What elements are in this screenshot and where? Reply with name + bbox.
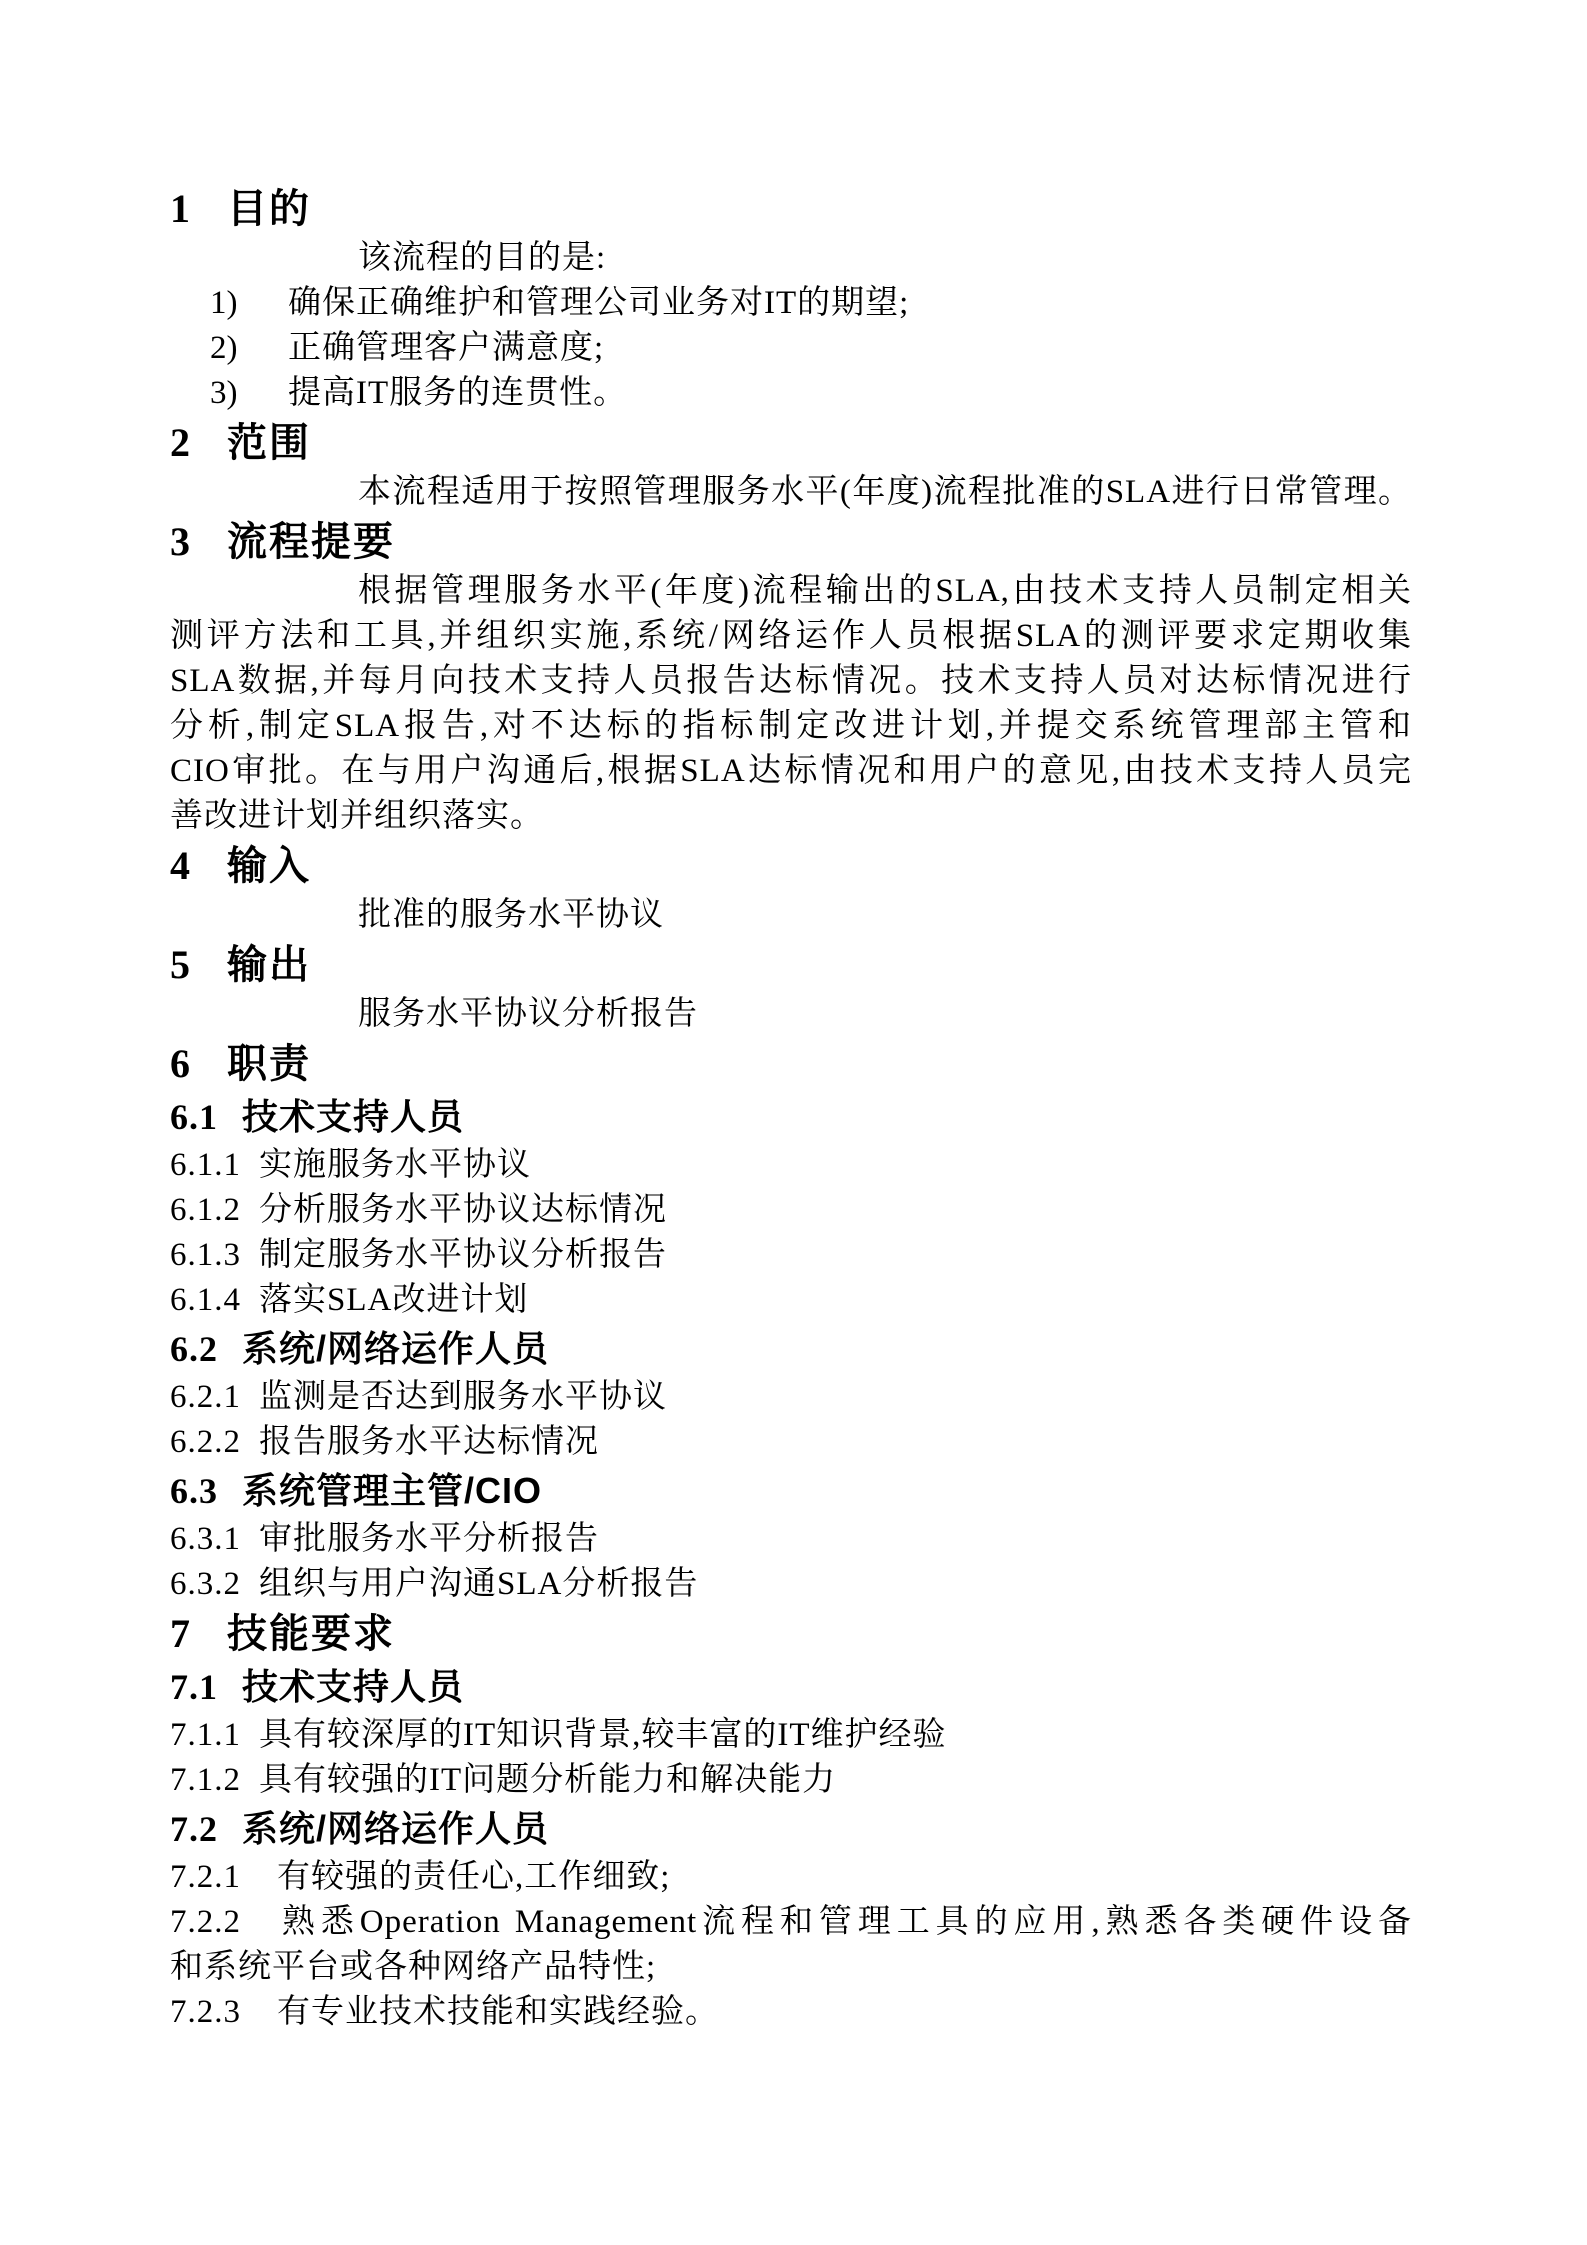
text-content: 组织与用户沟通SLA分析报告 [259, 1566, 699, 1602]
section-heading [170, 1607, 1412, 1661]
text-content: 根据管理服务水平(年度)流程输出的SLA,由技术支持人员制定相关 [358, 573, 1412, 609]
text-content: 实施服务水平协议 [259, 1147, 531, 1183]
section-number: 7.2.1 [170, 1859, 241, 1895]
paragraph-line [170, 794, 1412, 839]
section-number: 6.2.1 [170, 1379, 241, 1415]
section-heading [170, 182, 1412, 236]
numbered-item [170, 1188, 1412, 1233]
list-item [170, 281, 1412, 326]
text-content: 善改进计划并组织落实。 [170, 798, 544, 834]
subsection-heading [170, 1661, 1412, 1713]
text-content: 制定服务水平协议分析报告 [259, 1237, 667, 1273]
section-heading [170, 839, 1412, 893]
subsection-heading [170, 1323, 1412, 1375]
section-title: 输入 [227, 844, 311, 888]
section-number: 6.3.1 [170, 1521, 241, 1557]
section-number: 7.1.1 [170, 1717, 241, 1753]
paragraph-line [170, 992, 1412, 1037]
section-title: 系统管理主管/CIO [242, 1470, 543, 1511]
text-content: 确保正确维护和管理公司业务对IT的期望; [288, 285, 910, 321]
subsection-heading [170, 1465, 1412, 1517]
text-content: 本流程适用于按照管理服务水平(年度)流程批准的SLA进行日常管理。 [358, 474, 1412, 510]
section-title: 系统/网络运作人员 [242, 1328, 550, 1369]
section-number: 1 [170, 186, 190, 231]
numbered-item [170, 1990, 1412, 2035]
section-number: 6.1.2 [170, 1192, 241, 1228]
list-marker: 3) [210, 375, 238, 411]
text-content: 和系统平台或各种网络产品特性; [170, 1949, 657, 1985]
section-number: 5 [170, 942, 190, 987]
section-title: 范围 [227, 421, 311, 465]
numbered-item [170, 1900, 1412, 1945]
section-number: 6.2 [170, 1329, 218, 1369]
section-heading [170, 938, 1412, 992]
section-number: 6.3.2 [170, 1566, 241, 1602]
section-number: 6 [170, 1041, 190, 1086]
document-body [170, 182, 1412, 2035]
numbered-item [170, 1758, 1412, 1803]
section-number: 6.1 [170, 1097, 218, 1137]
text-content: 有专业技术技能和实践经验。 [277, 1994, 719, 2030]
paragraph-line [170, 749, 1412, 794]
numbered-item [170, 1517, 1412, 1562]
section-number: 6.1.1 [170, 1147, 241, 1183]
list-item [170, 371, 1412, 416]
section-number: 4 [170, 843, 190, 888]
section-title: 职责 [227, 1042, 311, 1086]
section-number: 2 [170, 420, 190, 465]
section-title: 系统/网络运作人员 [242, 1808, 550, 1849]
section-number: 3 [170, 519, 190, 564]
list-marker: 2) [210, 330, 238, 366]
section-number: 7 [170, 1611, 190, 1656]
text-content: 测评方法和工具,并组织实施,系统/网络运作人员根据SLA的测评要求定期收集 [170, 618, 1412, 654]
text-content: 提高IT服务的连贯性。 [288, 375, 628, 411]
numbered-item [170, 1855, 1412, 1900]
paragraph-line [170, 236, 1412, 281]
section-heading [170, 515, 1412, 569]
list-marker: 1) [210, 285, 238, 321]
section-number: 6.1.3 [170, 1237, 241, 1273]
text-content: 正确管理客户满意度; [288, 330, 605, 366]
section-title: 技术支持人员 [242, 1666, 465, 1707]
section-title: 技术支持人员 [242, 1096, 465, 1137]
section-title: 输出 [227, 943, 311, 987]
text-content: 监测是否达到服务水平协议 [259, 1379, 667, 1415]
numbered-item [170, 1278, 1412, 1323]
paragraph-line [170, 470, 1412, 515]
section-title: 流程提要 [227, 520, 395, 564]
section-number: 6.3 [170, 1471, 218, 1511]
section-heading [170, 1037, 1412, 1091]
text-content: 分析服务水平协议达标情况 [259, 1192, 667, 1228]
text-content: 熟悉Operation Management流程和管理工具的应用,熟悉各类硬件设备 [277, 1904, 1412, 1940]
section-number: 7.1.2 [170, 1762, 241, 1798]
text-content: SLA数据,并每月向技术支持人员报告达标情况。技术支持人员对达标情况进行 [170, 663, 1412, 699]
section-number: 6.1.4 [170, 1282, 241, 1318]
paragraph-line [170, 659, 1412, 704]
text-content: 审批服务水平分析报告 [259, 1521, 599, 1557]
subsection-heading [170, 1803, 1412, 1855]
subsection-heading [170, 1091, 1412, 1143]
paragraph-line [170, 1945, 1412, 1990]
text-content: 服务水平协议分析报告 [358, 996, 698, 1032]
paragraph-line [170, 614, 1412, 659]
paragraph-line [170, 893, 1412, 938]
list-item [170, 326, 1412, 371]
text-content: 具有较深厚的IT知识背景,较丰富的IT维护经验 [259, 1717, 947, 1753]
numbered-item [170, 1233, 1412, 1278]
paragraph-line [170, 569, 1412, 614]
text-content: 该流程的目的是: [358, 240, 607, 276]
numbered-item [170, 1562, 1412, 1607]
text-content: 落实SLA改进计划 [259, 1282, 529, 1318]
section-number: 7.2.2 [170, 1904, 241, 1940]
text-content: 分析,制定SLA报告,对不达标的指标制定改进计划,并提交系统管理部主管和 [170, 708, 1412, 744]
text-content: 具有较强的IT问题分析能力和解决能力 [259, 1762, 837, 1798]
numbered-item [170, 1375, 1412, 1420]
text-content: 批准的服务水平协议 [358, 897, 664, 933]
text-content: CIO审批。在与用户沟通后,根据SLA达标情况和用户的意见,由技术支持人员完 [170, 753, 1412, 789]
section-number: 7.2.3 [170, 1994, 241, 2030]
section-title: 目的 [227, 187, 311, 231]
paragraph-line [170, 704, 1412, 749]
section-heading [170, 416, 1412, 470]
text-content: 有较强的责任心,工作细致; [277, 1859, 671, 1895]
section-number: 6.2.2 [170, 1424, 241, 1460]
section-number: 7.2 [170, 1809, 218, 1849]
section-title: 技能要求 [227, 1612, 395, 1656]
numbered-item [170, 1420, 1412, 1465]
text-content: 报告服务水平达标情况 [259, 1424, 599, 1460]
numbered-item [170, 1143, 1412, 1188]
section-number: 7.1 [170, 1667, 218, 1707]
numbered-item [170, 1713, 1412, 1758]
